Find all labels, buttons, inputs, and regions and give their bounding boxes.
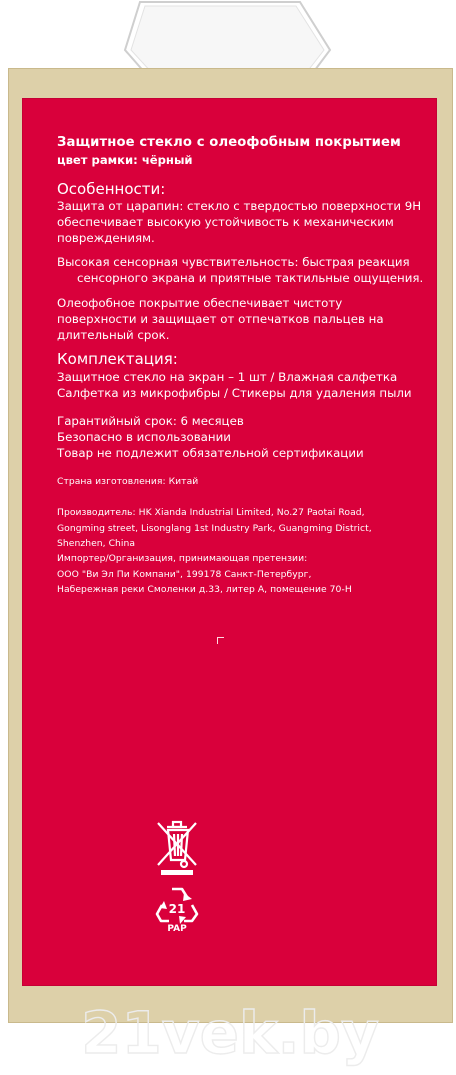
manufacturer-line: Gongming street, Lisonglang 1st Industry Park, Guangming District, [57,522,372,534]
manufacturer-line: Shenzhen, China [57,538,136,549]
product-title: Защитное стекло с олеофобным покрытием [57,135,401,150]
recycle-number: 21 [168,902,186,916]
manufacturer-line: Производитель: HK Xianda Industrial Limited, No.27 Paotai Road, [57,507,365,518]
feature-line: обеспечивает высокую устойчивость к механическим [57,215,394,229]
feature-line: Олеофобное покрытие обеспечивает чистоту [57,296,343,310]
feature-line: повреждениям. [57,231,155,245]
feature-sensitivity [57,254,423,286]
features-heading: Особенности: [57,180,166,198]
manufacturer-info [57,505,372,552]
importer-line: Набережная реки Смоленки д.33, литер А, помещение 70-Н [57,584,352,595]
package-line: Защитное стекло на экран – 1 шт / Влажная салфетка [57,370,398,384]
feature-line: Защита от царапин: стекло с твердостью поверхности 9H [57,199,422,213]
feature-line: длительный срок. [57,328,170,342]
watermark-text: 21vek.by [81,999,379,1067]
feature-line: сенсорного экрана и приятные тактильные ощущения. [77,271,424,285]
feature-scratch [57,198,421,246]
feature-line: Высокая сенсорная чувствительность: быстрая реакция [57,255,410,269]
package-heading: Комплектация: [57,350,178,368]
importer-info [57,551,352,598]
crop-mark [217,637,224,644]
frame-color: цвет рамки: чёрный [57,153,193,167]
recycle-code: PAP [167,924,187,933]
feature-oleophobic [57,295,384,343]
warranty-line: Товар не подлежит обязательной сертификации [57,446,364,460]
watermark [10,995,450,1075]
warranty-line: Гарантийный срок: 6 месяцев [57,414,244,428]
recycle-triangle-icon [152,883,202,933]
warranty-info [57,413,364,461]
warranty-line: Безопасно в использовании [57,430,231,444]
origin-country: Страна изготовления: Китай [57,476,199,487]
weee-bin-icon [153,818,201,876]
package-contents [57,369,412,401]
importer-line: Импортер/Организация, принимающая претензии: [57,553,308,564]
feature-line: поверхности и защищает от отпечатков пальцев на [57,312,384,326]
importer-line: ООО "Ви Эл Пи Компани", 199178 Санкт-Петербург, [57,568,312,580]
package-line: Салфетка из микрофибры / Стикеры для удаления пыли [57,386,412,400]
